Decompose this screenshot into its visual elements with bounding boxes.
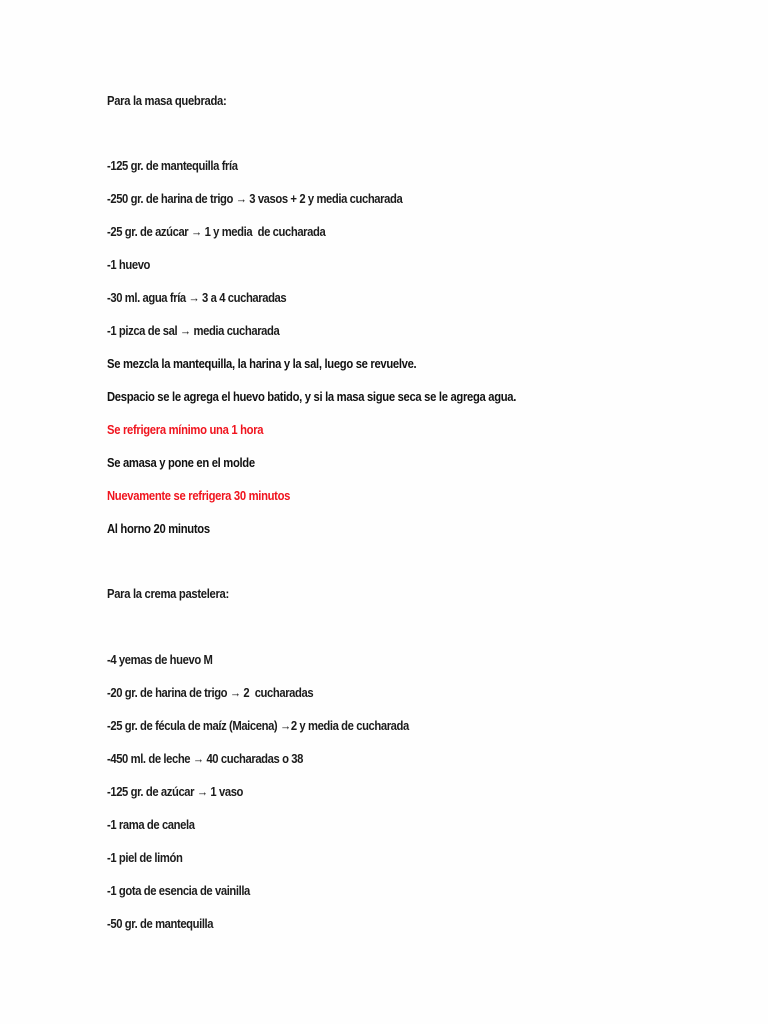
ingredient-line: -1 piel de limón xyxy=(107,851,183,865)
instruction-step: Se mezcla la mantequilla, la harina y la sal, luego se revuelve. xyxy=(107,357,417,371)
instruction-step: Despacio se le agrega el huevo batido, y si la masa sigue seca se le agrega agua. xyxy=(107,390,517,404)
instruction-step: Al horno 20 minutos xyxy=(107,522,210,536)
section-title-masa-quebrada: Para la masa quebrada: xyxy=(107,94,227,108)
ingredient-line: -20 gr. de harina de trigo → 2 cucharadas xyxy=(107,686,314,700)
ingredient-line: -1 huevo xyxy=(107,258,151,272)
instruction-step: Se amasa y pone en el molde xyxy=(107,456,255,470)
ingredient-line: -1 pizca de sal → media cucharada xyxy=(107,324,280,338)
section-title-crema-pastelera: Para la crema pastelera: xyxy=(107,587,229,601)
ingredient-line: -125 gr. de azúcar → 1 vaso xyxy=(107,785,244,799)
ingredient-line: -450 ml. de leche → 40 cucharadas o 38 xyxy=(107,752,303,766)
ingredient-line: -125 gr. de mantequilla fría xyxy=(107,159,238,173)
ingredient-line: -4 yemas de huevo M xyxy=(107,653,213,667)
ingredient-line: -30 ml. agua fría → 3 a 4 cucharadas xyxy=(107,291,287,305)
ingredient-line: -25 gr. de azúcar → 1 y media de cucharada xyxy=(107,225,326,239)
ingredient-line: -250 gr. de harina de trigo → 3 vasos + 2 y media cucharada xyxy=(107,192,403,206)
ingredient-line: -1 rama de canela xyxy=(107,818,195,832)
ingredient-line: -50 gr. de mantequilla xyxy=(107,917,214,931)
instruction-step-highlighted: Se refrigera mínimo una 1 hora xyxy=(107,423,264,437)
ingredient-line: -25 gr. de fécula de maíz (Maicena) →2 y media de cucharada xyxy=(107,719,409,733)
ingredient-line: -1 gota de esencia de vainilla xyxy=(107,884,250,898)
instruction-step-highlighted: Nuevamente se refrigera 30 minutos xyxy=(107,489,291,503)
